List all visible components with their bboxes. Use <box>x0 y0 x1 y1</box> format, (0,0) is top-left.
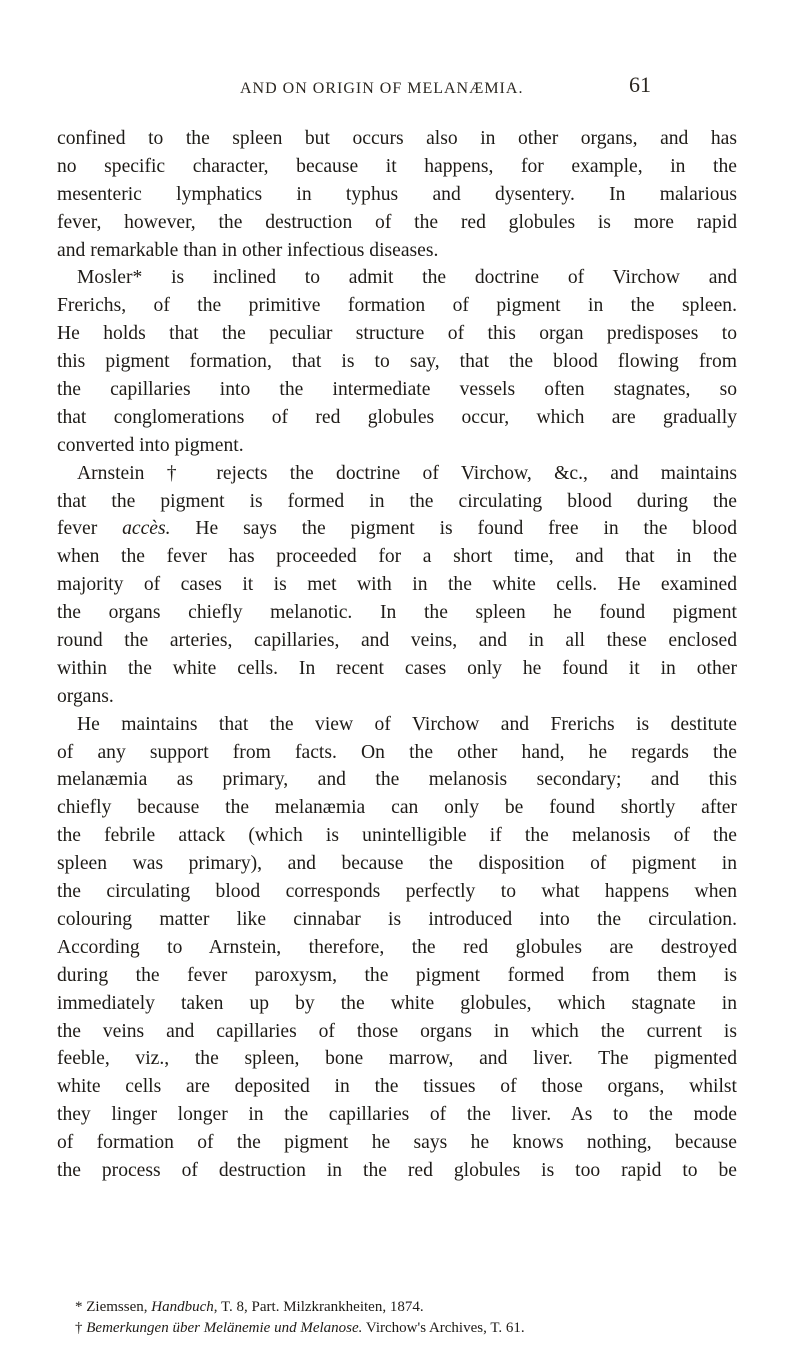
text-line: the process of destruction in the red globules is too rapid to be <box>57 1159 737 1181</box>
text-line: within the white cells. In recent cases only he found it in other <box>57 657 737 679</box>
text-line: that conglomerations of red globules occur, which are gradually <box>57 406 737 428</box>
text-line: they linger longer in the capillaries of the liver. As to the mode <box>57 1104 737 1126</box>
text-line: no specific character, because it happens, for example, in the <box>57 155 737 177</box>
text-line: confined to the spleen but occurs also in other organs, and has <box>57 128 737 149</box>
text-line: of any support from facts. On the other hand, he regards the <box>57 741 737 763</box>
text-line: the febrile attack (which is unintelligible if the melanosis of the <box>57 825 737 847</box>
text-line: that the pigment is formed in the circulating blood during the <box>57 490 737 512</box>
text-line: feeble, viz., the spleen, bone marrow, and liver. The pigmented <box>57 1048 737 1070</box>
text-line: immediately taken up by the white globules, which stagnate in <box>57 992 737 1014</box>
text-line: and remarkable than in other infectious diseases. <box>57 239 439 261</box>
text-line: this pigment formation, that is to say, that the blood flowing from <box>57 351 737 373</box>
text-fragment: He says the pigment is found free in the blood <box>195 518 737 540</box>
text-line: He holds that the peculiar structure of this organ predisposes to <box>57 323 737 345</box>
text-line: white cells are deposited in the tissues of those organs, whilst <box>57 1076 737 1098</box>
text-line: majority of cases it is met with in the white cells. He examined <box>57 574 737 596</box>
running-title: AND ON ORIGIN OF MELANÆMIA. <box>240 80 524 97</box>
text-line-with-italic <box>57 515 737 543</box>
text-line: fever, however, the destruction of the red globules is more rapid <box>57 211 737 233</box>
text-line: round the arteries, capillaries, and veins, and in all these enclosed <box>57 630 737 652</box>
text-line: when the fever has proceeded for a short time, and that in the <box>57 546 737 568</box>
page-number: 61 <box>629 72 651 97</box>
footnote-italic: Handbuch <box>151 1299 214 1315</box>
text-line: chiefly because the melanæmia can only be found shortly after <box>57 797 737 819</box>
text-line: mesenteric lymphatics in typhus and dysentery. In malarious <box>57 183 737 205</box>
body-text <box>57 125 737 1185</box>
text-line: Frerichs, of the primitive formation of pigment in the spleen. <box>57 295 737 317</box>
text-fragment: fever <box>57 518 123 540</box>
text-line: the veins and capillaries of those organs in which the current is <box>57 1020 737 1042</box>
italic-term: accès. <box>122 518 171 540</box>
text-line: the capillaries into the intermediate vessels often stagnates, so <box>57 379 737 401</box>
text-line: spleen was primary), and because the disposition of pigment in <box>57 853 737 875</box>
footnote-text: * Ziemssen, <box>75 1299 152 1315</box>
text-line: the circulating blood corresponds perfectly to what happens when <box>57 881 737 903</box>
text-line: the organs chiefly melanotic. In the spleen he found pigment <box>57 602 737 624</box>
footnotes <box>75 1297 705 1339</box>
text-line: colouring matter like cinnabar is introduced into the circulation. <box>57 908 737 930</box>
text-line: organs. <box>57 685 114 707</box>
text-line: melanæmia as primary, and the melanosis secondary; and this <box>57 769 737 791</box>
text-line: of formation of the pigment he says he knows nothing, because <box>57 1132 737 1154</box>
footnote-arnstein <box>75 1318 705 1339</box>
footnote-text: , T. 8, Part. Milzkrankheiten, 1874. <box>213 1299 424 1315</box>
running-head <box>0 72 800 104</box>
text-line: converted into pigment. <box>57 434 244 456</box>
footnote-ziemssen <box>75 1297 705 1318</box>
text-line: during the fever paroxysm, the pigment formed from them is <box>57 964 737 986</box>
text-line: He maintains that the view of Virchow and Frerichs is destitute <box>77 713 737 735</box>
footnote-text: † <box>75 1320 87 1336</box>
text-line: Arnstein † rejects the doctrine of Virchow, &c., and maintains <box>77 462 737 484</box>
text-line: Mosler* is inclined to admit the doctrine of Virchow and <box>77 267 737 289</box>
text-line: According to Arnstein, therefore, the red globules are destroyed <box>57 936 737 958</box>
footnote-italic: Bemerkungen über Melänemie und Melanose. <box>86 1320 363 1336</box>
footnote-text: Virchow's Archives, T. 61. <box>362 1320 525 1336</box>
